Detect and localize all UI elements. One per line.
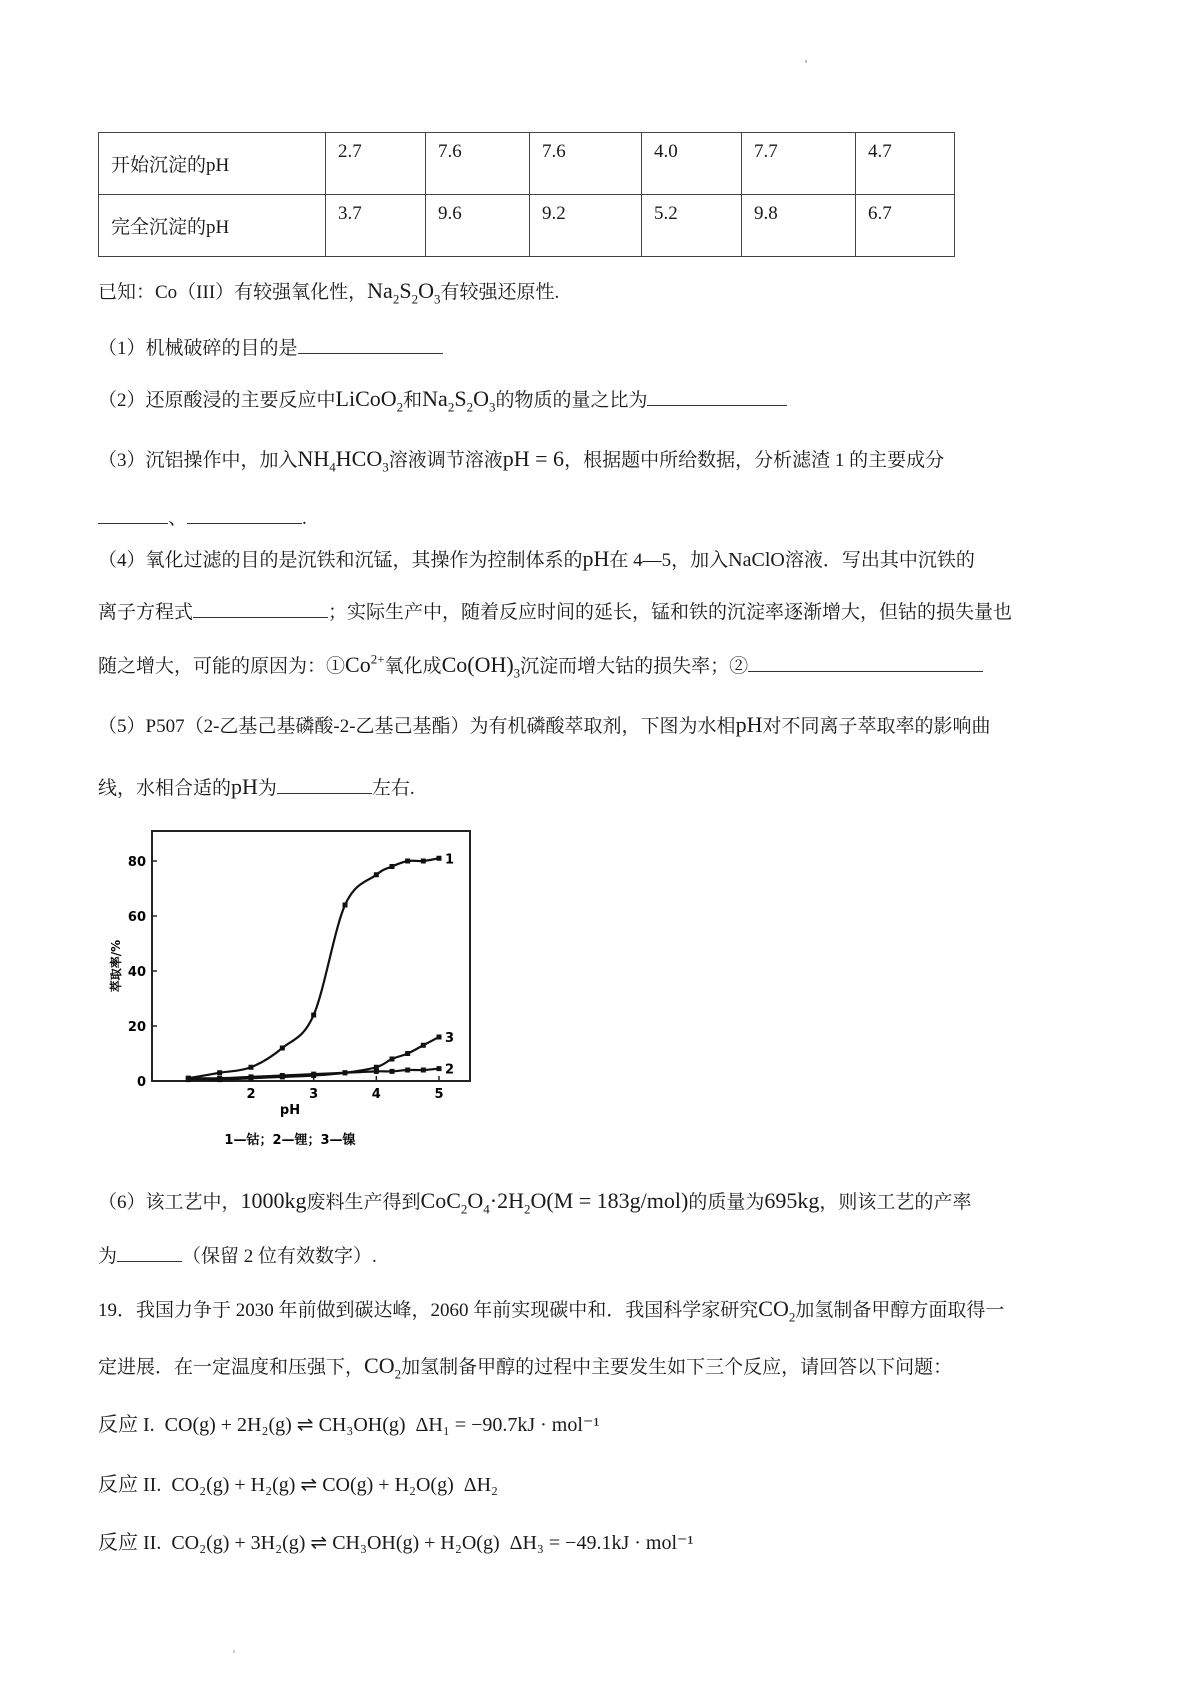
y-tick-label: 20: [127, 1020, 146, 1035]
q4-text-c: 溶液．写出其中沉铁的: [784, 550, 975, 571]
q5-text: （5）P507（2-乙基己基磷酸-2-乙基己基酯）为有机磷酸萃取剂，下图为水相: [98, 716, 736, 737]
data-point: [405, 859, 410, 864]
question-6: [98, 1188, 971, 1216]
question-3: [98, 446, 944, 474]
question-1: [98, 335, 443, 362]
q2-suffix: 的物质的量之比为: [495, 390, 648, 411]
question-4-line-2: [98, 599, 1012, 626]
scan-speck: [805, 60, 807, 63]
answer-blank[interactable]: [647, 387, 787, 406]
table-row: [99, 195, 955, 257]
table-cell: 4.7: [856, 133, 955, 195]
ph-symbol: pH: [582, 546, 610, 571]
answer-blank[interactable]: [748, 653, 983, 672]
reaction-2: [98, 1472, 498, 1498]
data-point: [186, 1077, 191, 1082]
y-tick-label: 0: [136, 1075, 146, 1090]
reaction-lhs: CO₂(g) + H₂(g): [171, 1474, 296, 1496]
q3-suffix: ，根据题中所给数据，分析滤渣 1 的主要成分: [564, 450, 945, 471]
data-point: [217, 1077, 222, 1082]
ph-symbol: pH: [735, 712, 763, 737]
question-3-blanks: [98, 505, 307, 532]
q4-text-b: 在 4—5，加入: [609, 550, 729, 571]
x-axis-label: pH: [279, 1103, 301, 1118]
x-tick-label: 4: [371, 1087, 381, 1102]
reaction-lhs: CO(g) + 2H₂(g): [164, 1414, 292, 1436]
q2-text: （2）还原酸浸的主要反应中: [98, 390, 336, 411]
q3-text: （3）沉铝操作中，加入: [98, 450, 298, 471]
question-6-line-2: [98, 1243, 377, 1270]
chart-series: [186, 852, 454, 1082]
table-cell: 7.6: [426, 133, 530, 195]
table-row: [99, 133, 955, 195]
formula-co-oh-3: $Co(OH)_3$: [441, 652, 521, 681]
reaction-1: [98, 1412, 599, 1438]
data-point: [374, 872, 379, 877]
known-note: [98, 278, 559, 306]
x-tick-label: 3: [309, 1087, 319, 1102]
y-tick-label: 60: [127, 910, 146, 925]
separator: 、: [168, 508, 188, 529]
q4-text: （4）氧化过滤的目的是沉铁和沉锰，其操作为控制体系的: [98, 550, 583, 571]
q5-text-2c: 左右.: [371, 778, 415, 799]
table-cell: 4.0: [642, 133, 742, 195]
data-point: [437, 856, 442, 861]
series-label: 1: [445, 852, 455, 868]
enthalpy: ΔH₃ = −49.1kJ · mol⁻¹: [509, 1532, 694, 1554]
data-point: [437, 1035, 442, 1040]
table-cell: 7.6: [530, 133, 642, 195]
data-point: [421, 859, 426, 864]
y-tick-label: 80: [127, 855, 146, 870]
answer-blank[interactable]: [117, 1243, 182, 1262]
formula-licoo2: LiCoO$_2$: [335, 386, 404, 415]
q1-text: （1）机械破碎的目的是: [98, 338, 298, 359]
table-cell: 2.7: [326, 133, 426, 195]
data-point: [280, 1046, 285, 1051]
data-point: [343, 1070, 348, 1075]
q5-text-b: 对不同离子萃取率的影响曲: [762, 716, 991, 737]
equilibrium-arrow-icon: ⇌: [300, 1474, 318, 1496]
q6-text-c: 的质量为: [688, 1192, 765, 1213]
table-cell: 5.2: [642, 195, 742, 257]
data-point: [249, 1076, 254, 1081]
question-19: [98, 1296, 1004, 1324]
mass-waste: 1000kg: [240, 1188, 307, 1213]
equilibrium-arrow-icon: ⇌: [310, 1532, 328, 1554]
q4-text-3b: 氧化成: [384, 656, 442, 677]
period: .: [302, 508, 307, 529]
question-5: [98, 712, 990, 740]
data-point: [249, 1065, 254, 1070]
table-cell: 3.7: [326, 195, 426, 257]
row-label: 开始沉淀的pH: [99, 133, 326, 195]
reaction-rhs: CO(g) + H₂O(g): [322, 1474, 454, 1496]
q4-text-2b: ；实际生产中，随着反应时间的延长，锰和铁的沉淀率逐渐增大，但钴的损失量也: [328, 602, 1013, 623]
question-4-line-3: [98, 652, 983, 680]
table-cell: 6.7: [856, 195, 955, 257]
series-label: 3: [445, 1031, 455, 1046]
mass-product: 695kg: [764, 1188, 820, 1213]
formula-cooxalate: $CoC_2O_4\cdot 2H_2O(M = 183g/mol)$: [420, 1188, 689, 1217]
data-point: [311, 1013, 316, 1018]
x-axis-ticks: [246, 1076, 443, 1102]
formula-na2s2o3: $Na_2S_2O_3$: [422, 386, 496, 415]
data-point: [217, 1070, 222, 1075]
data-point: [437, 1066, 442, 1071]
q19-text-b: 加氢制备甲醇方面取得一: [795, 1300, 1005, 1321]
series-label: 2: [445, 1062, 455, 1078]
q3-mid: 溶液调节溶液: [388, 450, 503, 471]
series-line-1: [188, 858, 439, 1078]
y-tick-label: 40: [127, 965, 146, 980]
q6-text-b: 废料生产得到: [306, 1192, 421, 1213]
q4-text-3c: 沉淀而增大钴的损失率；②: [520, 656, 749, 677]
q19-text-2b: 加氢制备甲醇的过程中主要发生如下三个反应，请回答以下问题：: [401, 1357, 953, 1378]
known-text: 已知：Co（III）有较强氧化性，: [98, 282, 368, 303]
question-2: [98, 386, 787, 414]
reaction-3: [98, 1530, 694, 1556]
formula-co2: $CO_2$: [758, 1296, 796, 1325]
data-point: [390, 1069, 395, 1074]
q5-text-2b: 为: [257, 778, 277, 799]
reaction-label: 反应 I.: [98, 1414, 155, 1436]
question-4: [98, 546, 975, 574]
data-point: [311, 1073, 316, 1078]
y-axis-label: 萃取率/%: [109, 939, 123, 993]
question-19-line-2: [98, 1353, 952, 1381]
answer-blank[interactable]: [98, 505, 168, 524]
reaction-label: 反应 II.: [98, 1474, 162, 1496]
answer-blank[interactable]: [187, 505, 302, 524]
ph-symbol: pH: [231, 774, 258, 799]
data-point: [390, 864, 395, 869]
answer-blank[interactable]: [298, 335, 443, 354]
extraction-rate-chart: [100, 826, 480, 1156]
reaction-rhs: CH₃OH(g) + H₂O(g): [332, 1532, 500, 1554]
reaction-label: 反应 II.: [98, 1532, 162, 1554]
answer-blank[interactable]: [193, 599, 328, 618]
q6-text-2a: 为: [98, 1246, 118, 1267]
q4-text-2a: 离子方程式: [98, 602, 194, 623]
precipitation-ph-table: [98, 132, 955, 257]
q4-text-3a: 随之增大，可能的原因为：①: [98, 656, 346, 677]
x-tick-label: 2: [246, 1087, 256, 1102]
formula-naclo: NaClO: [728, 549, 785, 571]
data-point: [405, 1068, 410, 1073]
data-point: [343, 903, 348, 908]
data-point: [405, 1051, 410, 1056]
q2-mid: 和: [403, 390, 423, 411]
formula-na2s2o3: $Na_2S_2O_3$: [367, 278, 441, 307]
equilibrium-arrow-icon: ⇌: [296, 1414, 314, 1436]
q6-text: （6）该工艺中，: [98, 1192, 241, 1213]
reaction-lhs: CO₂(g) + 3H₂(g): [171, 1532, 306, 1554]
reaction-rhs: CH₃OH(g): [318, 1414, 406, 1436]
q5-text-2a: 线，水相合适的: [98, 778, 232, 799]
data-point: [390, 1057, 395, 1062]
ph-equals-6: pH = 6: [502, 446, 565, 471]
formula-co2plus: $Co^{2+}$: [345, 651, 385, 677]
row-label: 完全沉淀的pH: [99, 195, 326, 257]
x-tick-label: 5: [434, 1087, 444, 1102]
data-point: [374, 1065, 379, 1070]
q6-text-2b: （保留 2 位有效数字）.: [182, 1246, 377, 1267]
answer-blank[interactable]: [277, 775, 372, 794]
q6-text-d: ，则该工艺的产率: [819, 1192, 972, 1213]
enthalpy: ΔH₂: [463, 1474, 499, 1496]
data-point: [421, 1043, 426, 1048]
known-suffix: 有较强还原性.: [440, 282, 560, 303]
table-cell: 7.7: [742, 133, 856, 195]
question-5-line-2: [98, 774, 415, 802]
chart-caption: 1—钴；2—锂；3—镍: [224, 1133, 356, 1148]
formula-co2: $CO_2$: [364, 1353, 402, 1382]
q19-text-2a: 定进展．在一定温度和压强下，: [98, 1357, 365, 1378]
table-cell: 9.2: [530, 195, 642, 257]
q19-text: 19．我国力争于 2030 年前做到碳达峰，2060 年前实现碳中和．我国科学家研究: [98, 1300, 759, 1321]
enthalpy: ΔH₁ = −90.7kJ · mol⁻¹: [415, 1414, 600, 1436]
table-cell: 9.8: [742, 195, 856, 257]
data-point: [421, 1068, 426, 1073]
data-point: [280, 1074, 285, 1079]
scan-speck: [233, 1650, 235, 1653]
table-cell: 9.6: [426, 195, 530, 257]
formula-nh4hco3: $NH_4HCO_3$: [297, 446, 389, 475]
